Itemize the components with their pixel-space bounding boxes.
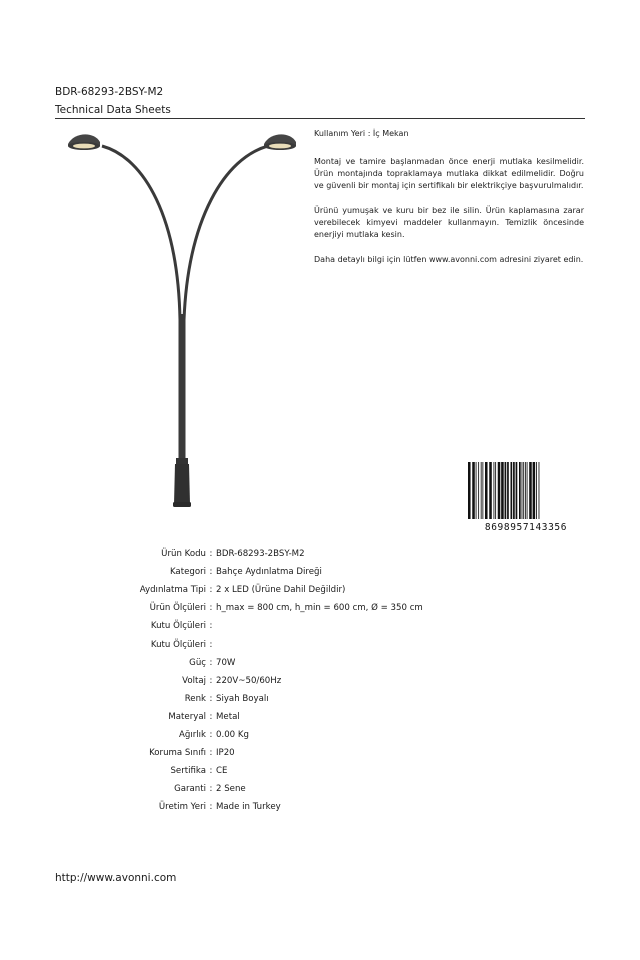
spec-label: Kutu Ölçüleri [150,621,206,632]
website-note: Daha detaylı bilgi için lütfen www.avonni.com adresini ziyaret edin. [314,255,584,264]
spec-row: Sertifika : CE [100,762,423,780]
street-lamp-illustration [60,128,310,512]
spec-value: Made in Turkey [216,802,281,813]
barcode-bar [539,462,540,519]
spec-row: Kutu Ölçüleri : [100,617,423,635]
spec-label: Kategori [169,567,206,578]
barcode-bar [482,462,483,519]
spec-label: Güç [189,657,206,668]
right-arm [184,146,268,320]
spec-label: Renk [184,693,206,704]
barcode-bar [513,462,515,519]
barcode-bar [511,462,513,519]
spec-value: 220V~50/60Hz [216,675,282,686]
barcode-bar [536,462,537,519]
barcode-bar [523,462,524,519]
spec-row: Üretim Yeri : Made in Turkey [100,798,423,816]
spec-row: Kategori : Bahçe Aydınlatma Direği [100,563,423,581]
product-code-header: BDR-68293-2BSY-M2 [55,86,164,98]
barcode-bar [495,462,496,519]
spec-value: 2 x LED (Ürüne Dahil Değildir) [216,585,346,596]
website-link[interactable]: http://www.avonni.com [55,872,177,884]
barcode-bar [476,462,477,519]
spec-value: IP20 [216,748,235,759]
barcode-bar [468,462,471,519]
spec-value: 0.00 Kg [216,729,249,740]
spec-row: Ürün Ölçüleri : h_max = 800 cm, h_min = 600 cm, Ø = 350 cm [100,599,423,617]
spec-row: Ürün Kodu : BDR-68293-2BSY-M2 [100,545,423,563]
installation-warning: Montaj ve tamire başlanmadan önce enerji mutlaka kesilmelidir. Ürün montajında topraklamaya mutlaka dikkat edilmelidir. Doğru ve güvenli bir montaj için sertifikalı bir elektrikçiye başvurulmalıdır. [314,157,584,190]
cleaning-instructions: Ürünü yumuşak ve kuru bir bez ile silin. Ürün kaplamasına zarar verebilecek kimyevi maddeler kullanmayın. Temizlik öncesinde enerjiyi mutlaka kesin. [314,206,584,239]
spec-row: Garanti : 2 Sene [100,780,423,798]
spec-label: Ürün Kodu [161,549,206,560]
pole-base [174,464,190,504]
spec-row: Ağırlık : 0.00 Kg [100,726,423,744]
info-block [314,128,584,279]
left-arm [102,146,180,320]
spec-row: Voltaj : 220V~50/60Hz [100,672,423,690]
spec-row: Materyal : Metal [100,708,423,726]
barcode-bar [525,462,526,519]
pole-collar [176,458,188,464]
spec-row: Kutu Ölçüleri : [100,635,423,653]
barcode-bar [478,462,479,519]
spec-label: Voltaj [182,675,206,686]
barcode-bar [481,462,482,519]
spec-row: Aydınlatma Tipi : 2 x LED (Ürüne Dahil Değildir) [100,581,423,599]
barcode-bars [468,462,539,519]
spec-label: Ürün Ölçüleri [149,603,206,614]
spec-value: CE [216,766,228,777]
barcode-bar [516,462,518,519]
barcode-digits: 8698957143356 [484,522,568,532]
spec-value: h_max = 800 cm, h_min = 600 cm, Ø = 350 cm [216,603,423,614]
spec-label: Garanti [174,784,206,795]
spec-row: Koruma Sınıfı : IP20 [100,744,423,762]
spec-value: Bahçe Aydınlatma Direği [216,567,322,578]
spec-row: Renk : Siyah Boyalı [100,690,423,708]
barcode-bar [529,462,532,519]
barcode-bar [533,462,536,519]
spec-label: Aydınlatma Tipi [139,585,206,596]
spec-value: Siyah Boyalı [216,693,269,704]
spec-value: Metal [216,711,240,722]
spec-label: Üretim Yeri [158,802,206,813]
barcode-bar [489,462,492,519]
spec-row: Güç : 70W [100,654,423,672]
left-lamp-head [68,134,100,150]
specification-table [100,545,423,816]
spec-value: BDR-68293-2BSY-M2 [216,549,305,560]
header-divider [55,118,585,119]
barcode-bar [519,462,521,519]
barcode-bar [498,462,501,519]
spec-value: 2 Sene [216,784,246,795]
spec-label: Sertifika [170,766,206,777]
barcode-bar [485,462,488,519]
barcode-bar [494,462,495,519]
usage-location: Kullanım Yeri : İç Mekan [314,129,409,138]
right-lamp-head [264,134,296,150]
spec-label: Koruma Sınıfı [149,748,206,759]
barcode-bar [527,462,528,519]
spec-value: 70W [216,657,236,668]
barcode-bar [505,462,507,519]
spec-label: Kutu Ölçüleri [150,639,206,650]
barcode-bar [522,462,523,519]
document-subtitle: Technical Data Sheets [55,104,171,116]
ean-barcode [466,462,586,532]
barcode-bar [472,462,475,519]
spec-label: Materyal [168,711,206,722]
barcode-bar [501,462,504,519]
pole-shaft [179,320,186,460]
barcode-bar [507,462,509,519]
spec-label: Ağırlık [178,729,206,740]
